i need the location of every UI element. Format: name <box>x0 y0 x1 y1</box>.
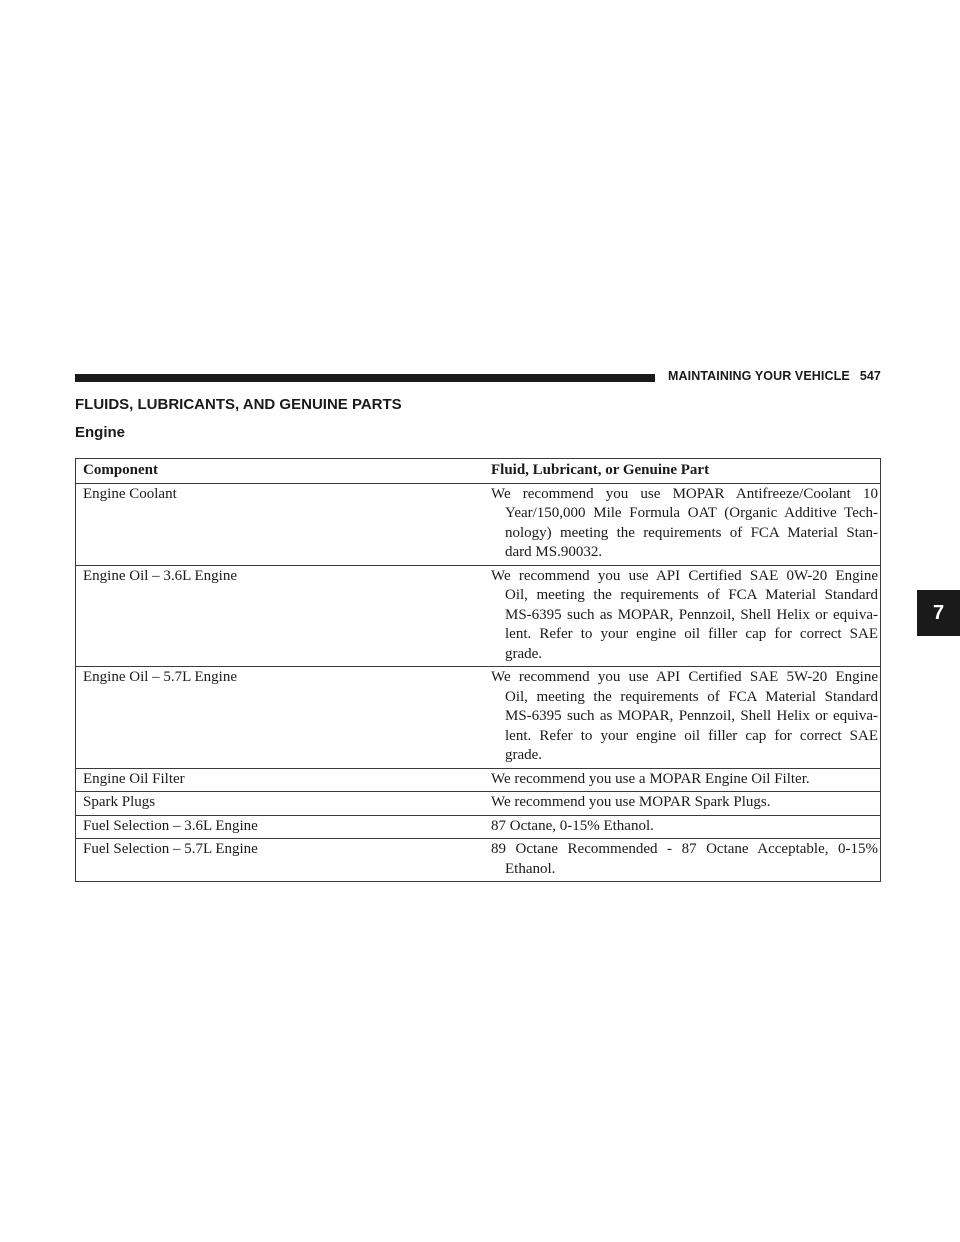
fluid-cell-line: Oil, meeting the requirements of FCA Material Standard <box>505 587 878 603</box>
fluid-cell <box>477 815 881 839</box>
table-body <box>76 483 881 882</box>
fluid-cell <box>477 768 881 792</box>
table-row <box>76 483 881 565</box>
fluids-table <box>75 458 881 882</box>
fluid-cell-line: lent. Refer to your engine oil filler cap for correct SAE <box>505 626 878 642</box>
fluid-cell <box>477 565 881 667</box>
fluid-cell-line: Year/150,000 Mile Formula OAT (Organic Additive Tech- <box>505 505 878 521</box>
fluid-cell-line: nology) meeting the requirements of FCA Material Stan- <box>505 524 878 541</box>
table-row <box>76 792 881 816</box>
fluid-cell-line: grade. <box>505 747 543 763</box>
table-row <box>76 565 881 667</box>
chapter-tab[interactable]: 7 <box>917 590 960 636</box>
fluid-cell-line: Oil, meeting the requirements of FCA Material Standard <box>505 688 878 705</box>
fluid-cell-line: grade. <box>505 645 543 662</box>
running-header-section: MAINTAINING YOUR VEHICLE <box>668 369 850 383</box>
table-row <box>76 667 881 769</box>
fluid-cell-line: lent. Refer to your engine oil filler cap for correct SAE <box>505 727 878 744</box>
fluid-cell <box>477 792 881 816</box>
component-cell: Fuel Selection – 3.6L Engine <box>76 815 478 839</box>
table-row <box>76 815 881 839</box>
subsection-title: Engine <box>75 424 126 441</box>
table-row <box>76 839 881 882</box>
component-cell: Spark Plugs <box>76 792 478 816</box>
table-header-row <box>76 459 881 484</box>
table-row <box>76 768 881 792</box>
running-header <box>668 369 881 383</box>
fluid-cell <box>477 667 881 769</box>
fluid-cell-line: 89 Octane Recommended - 87 Octane Acceptable, 0-15% <box>491 841 878 857</box>
fluid-cell-line: We recommend you use a MOPAR Engine Oil Filter. <box>491 770 810 787</box>
column-header-fluid: Fluid, Lubricant, or Genuine Part <box>477 459 881 484</box>
section-title: FLUIDS, LUBRICANTS, AND GENUINE PARTS <box>75 396 402 413</box>
component-cell: Fuel Selection – 5.7L Engine <box>76 839 478 882</box>
component-cell: Engine Oil – 5.7L Engine <box>76 667 478 769</box>
column-header-component: Component <box>76 459 478 484</box>
fluid-cell <box>477 483 881 565</box>
fluid-cell-line: 87 Octane, 0-15% Ethanol. <box>491 817 654 834</box>
header-rule <box>75 374 655 382</box>
fluid-cell-line: MS-6395 such as MOPAR, Pennzoil, Shell Helix or equiva- <box>505 708 878 724</box>
page-number: 547 <box>859 369 881 383</box>
fluid-cell-line: We recommend you use API Certified SAE 5W-20 Engine <box>491 669 878 685</box>
component-cell: Engine Oil Filter <box>76 768 478 792</box>
fluid-cell-line: dard MS.90032. <box>505 544 603 560</box>
fluid-cell-line: We recommend you use MOPAR Antifreeze/Coolant 10 <box>491 485 878 502</box>
fluid-cell-line: Ethanol. <box>505 860 556 877</box>
component-cell: Engine Coolant <box>76 483 478 565</box>
fluid-cell-line: MS-6395 such as MOPAR, Pennzoil, Shell Helix or equiva- <box>505 606 878 623</box>
component-cell: Engine Oil – 3.6L Engine <box>76 565 478 667</box>
fluid-cell-line: We recommend you use API Certified SAE 0W-20 Engine <box>491 567 878 584</box>
fluid-cell-line: We recommend you use MOPAR Spark Plugs. <box>491 794 771 810</box>
fluid-cell <box>477 839 881 882</box>
